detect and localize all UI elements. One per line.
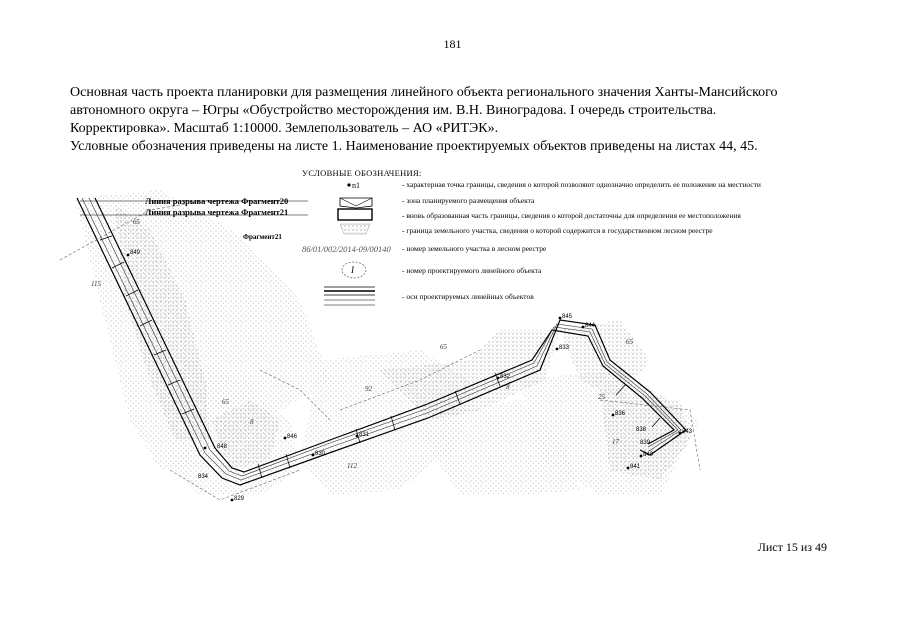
legend-new-boundary-symbol — [338, 209, 372, 220]
point-label: 832 — [500, 374, 511, 380]
point-label: 831 — [359, 432, 370, 438]
legend-item: - номер земельного участка в лесном реестре — [402, 244, 547, 253]
terrain-hatching — [75, 190, 700, 495]
legend-item: - вновь образованная часть границы, сведения о которой достаточны для определения ее местоположения — [402, 211, 741, 220]
parcel-label: 115 — [91, 280, 101, 288]
legend-item: - зона планируемого размещения объекта — [402, 196, 535, 205]
parcel-label: 92 — [365, 385, 372, 393]
legend-heading: УСЛОВНЫЕ ОБОЗНАЧЕНИЯ: — [302, 168, 422, 178]
title-line: Корректировка». Масштаб 1:10000. Землепользователь – АО «РИТЭК». — [70, 121, 499, 136]
parcel-label: 65 — [133, 218, 140, 226]
point-label: 838 — [636, 427, 647, 433]
legend-forest-code: 86/01/002/2014-09/00140 — [302, 244, 391, 254]
title-line: Условные обозначения приведены на листе 1. Наименование проектируемых объектов приведены на листах 44, 45. — [70, 139, 758, 154]
parcel-label: 25 — [598, 393, 605, 401]
point-label: 848 — [217, 444, 228, 450]
legend-object-number: I — [351, 265, 354, 275]
parcel-label: 17 — [612, 438, 619, 446]
parcel-label: 65 — [626, 338, 633, 346]
point-label: 846 — [287, 434, 298, 440]
page-number: 181 — [443, 37, 462, 51]
sheet-footer: Лист 15 из 49 — [757, 540, 827, 554]
point-label: 843 — [682, 429, 693, 435]
legend-item: - номер проектируемого линейного объекта — [402, 266, 542, 275]
title-line: Основная часть проекта планировки для размещения линейного объекта регионального значения Ханты-Мансийского — [70, 85, 778, 100]
point-label: 840 — [643, 452, 654, 458]
legend-item: - оси проектируемых линейных объектов — [402, 292, 534, 301]
parcel-label: 112 — [347, 462, 357, 470]
parcel-label: 8 — [506, 383, 510, 391]
parcel-label: 8 — [250, 418, 254, 426]
point-label: 833 — [559, 345, 570, 351]
point-label: 836 — [615, 411, 626, 417]
legend-item: - граница земельного участка, сведения о которой содержится в государственном лесном реестре — [402, 226, 713, 235]
legend-point-label: n1 — [352, 181, 360, 190]
point-label: 830 — [315, 451, 326, 457]
legend-point-symbol — [347, 183, 350, 186]
point-label: 839 — [640, 440, 651, 446]
point-label: 845 — [562, 314, 573, 320]
parcel-label: 65 — [222, 398, 229, 406]
break-line-label: Линия разрыва чертежа Фрагмент21 — [145, 207, 289, 217]
point-label: 849 — [130, 250, 141, 256]
title-line: автономного округа – Югры «Обустройство месторождения им. В.Н. Виноградова. I очередь строительства. — [70, 103, 717, 118]
point-label: 834 — [198, 474, 209, 480]
parcel-label: 65 — [440, 343, 447, 351]
fragment-label: Фрагмент21 — [243, 233, 282, 241]
point-label: 844 — [585, 323, 596, 329]
break-line-label: Линия разрыва чертежа Фрагмент20 — [145, 196, 289, 206]
legend-item: - характерная точка границы, сведения о которой позволяют однозначно определить ее положение на местности — [402, 180, 761, 189]
point-label: 829 — [234, 496, 245, 502]
point-label: 841 — [630, 464, 641, 470]
